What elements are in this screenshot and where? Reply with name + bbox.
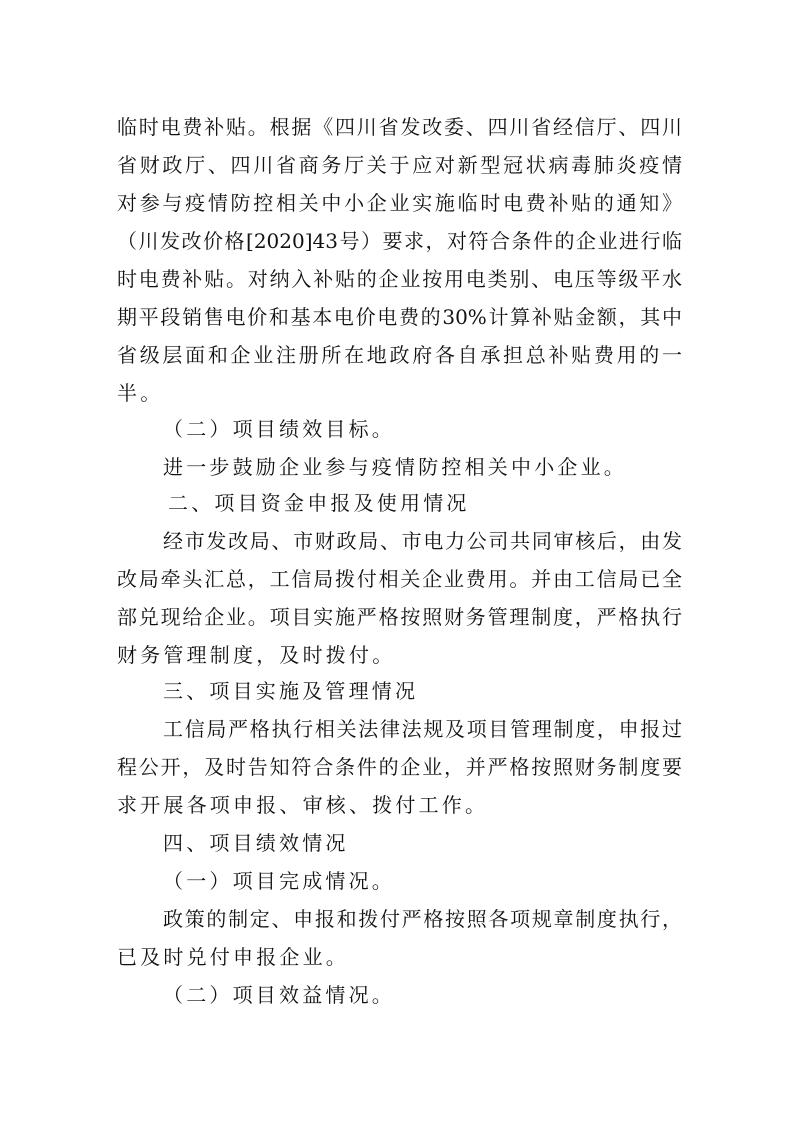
- heading-funds: 二、项目资金申报及使用情况: [168, 491, 470, 515]
- paragraph-line: 改局牵头汇总，工信局拨付相关企业费用。并由工信局已全: [117, 567, 682, 591]
- paragraph-line: 进一步鼓励企业参与疫情防控相关中小企业。: [163, 455, 627, 479]
- paragraph-line: 已及时兑付申报企业。: [117, 945, 349, 969]
- paragraph-line: 工信局严格执行相关法律法规及项目管理制度，申报过: [163, 717, 682, 741]
- paragraph-line: 程公开，及时告知符合条件的企业，并严格按照财务制度要: [117, 755, 682, 779]
- paragraph-line: 时电费补贴。对纳入补贴的企业按用电类别、电压等级平水: [117, 267, 682, 291]
- subheading-completion: （一）项目完成情况。: [163, 869, 395, 893]
- subheading-benefit: （二）项目效益情况。: [163, 983, 395, 1007]
- subheading-target: （二）项目绩效目标。: [163, 417, 395, 441]
- paragraph-line: 经市发改局、市财政局、市电力公司共同审核后，由发: [163, 529, 682, 553]
- heading-performance: 四、项目绩效情况: [163, 831, 349, 855]
- paragraph-line: 财务管理制度，及时拨付。: [117, 643, 396, 667]
- paragraph-line: 临时电费补贴。根据《四川省发改委、四川省经信厅、四川: [117, 115, 682, 139]
- paragraph-line: 对参与疫情防控相关中小企业实施临时电费补贴的通知》: [117, 191, 682, 215]
- paragraph-line: 部兑现给企业。项目实施严格按照财务管理制度，严格执行: [117, 605, 682, 629]
- paragraph-line: 求开展各项申报、审核、拨付工作。: [117, 793, 489, 817]
- paragraph-line: 期平段销售电价和基本电价电费的30%计算补贴金额，其中: [117, 305, 682, 329]
- paragraph-line: 省级层面和企业注册所在地政府各自承担总补贴费用的一: [117, 343, 682, 367]
- paragraph-line: 半。: [117, 381, 164, 405]
- heading-implementation: 三、项目实施及管理情况: [163, 679, 419, 703]
- paragraph-line: 省财政厅、四川省商务厅关于应对新型冠状病毒肺炎疫情: [117, 153, 682, 177]
- paragraph-line: 政策的制定、申报和拨付严格按照各项规章制度执行，: [163, 907, 682, 931]
- paragraph-line: （川发改价格[2020]43号）要求，对符合条件的企业进行临: [117, 229, 682, 253]
